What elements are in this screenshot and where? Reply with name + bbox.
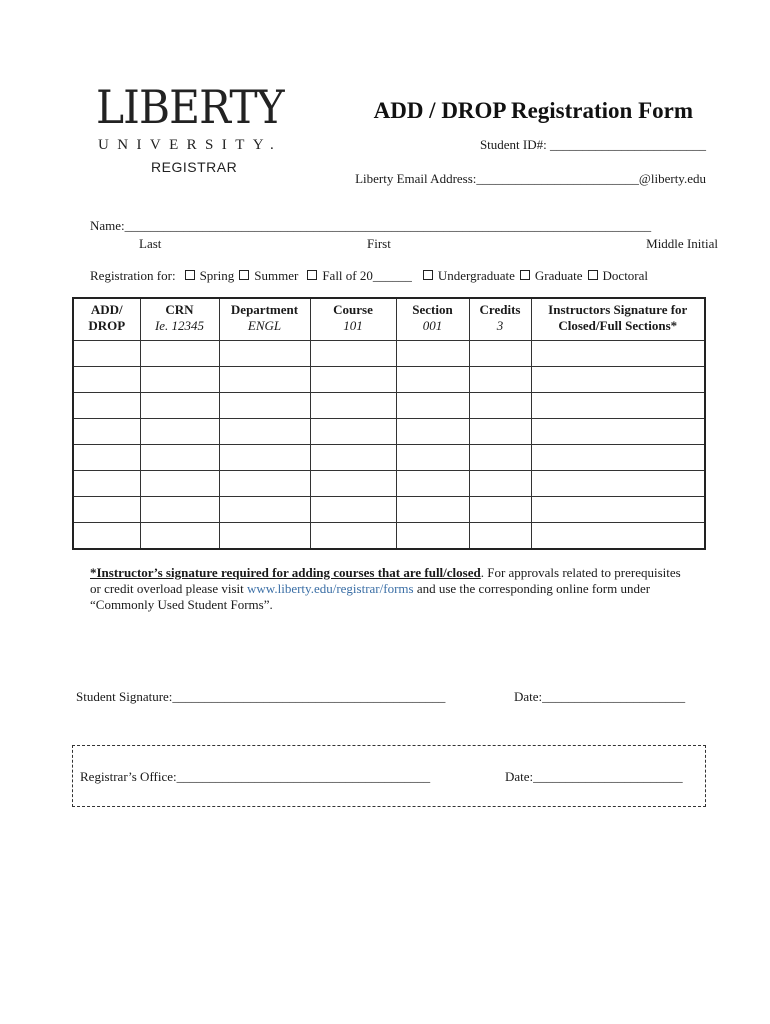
registrar-date-field[interactable]: Date:_______________________ [505, 769, 683, 784]
name-first-label: First [367, 236, 391, 251]
summer-label: Summer [254, 268, 299, 283]
table-cell[interactable] [219, 393, 310, 419]
graduate-label: Graduate [534, 268, 583, 283]
fall-checkbox[interactable] [307, 270, 317, 280]
fall-label: Fall of 20______ [322, 268, 412, 283]
instructor-note [90, 565, 690, 613]
table-cell[interactable] [310, 445, 396, 471]
undergraduate-checkbox[interactable] [423, 270, 433, 280]
table-cell[interactable] [531, 419, 705, 445]
table-row [73, 393, 705, 419]
table-cell[interactable] [73, 367, 140, 393]
student-id-field[interactable]: Student ID#: ________________________ [479, 137, 706, 152]
summer-checkbox[interactable] [239, 270, 249, 280]
table-row [73, 445, 705, 471]
table-cell[interactable] [469, 393, 531, 419]
table-cell[interactable] [469, 445, 531, 471]
liberty-logo-registrar: REGISTRAR [151, 159, 238, 175]
doctoral-checkbox[interactable] [588, 270, 598, 280]
registrar-office-field[interactable]: Registrar’s Office:_______________________________________ [80, 769, 431, 784]
table-cell[interactable] [219, 419, 310, 445]
graduate-checkbox[interactable] [520, 270, 530, 280]
col-course: Course 101 [310, 298, 396, 341]
note-text2: and use the corresponding online form under “Commonly Used Student Forms”. [90, 581, 651, 612]
registration-options [90, 268, 648, 284]
table-cell[interactable] [140, 341, 219, 367]
table-cell[interactable] [310, 471, 396, 497]
table-cell[interactable] [73, 445, 140, 471]
table-cell[interactable] [310, 341, 396, 367]
table-row [73, 419, 705, 445]
table-cell[interactable] [73, 497, 140, 523]
table-cell[interactable] [531, 393, 705, 419]
table-cell[interactable] [531, 445, 705, 471]
student-date-field[interactable]: Date:______________________ [514, 689, 686, 704]
table-cell[interactable] [219, 367, 310, 393]
table-cell[interactable] [140, 497, 219, 523]
student-signature-field[interactable]: Student Signature:__________________________________________ [76, 689, 446, 704]
table-cell[interactable] [73, 341, 140, 367]
forms-link[interactable]: www.liberty.edu/registrar/forms [247, 581, 414, 596]
table-cell[interactable] [469, 471, 531, 497]
col-credits: Credits 3 [469, 298, 531, 341]
table-cell[interactable] [73, 471, 140, 497]
table-cell[interactable] [469, 523, 531, 550]
form-title: ADD / DROP Registration Form [373, 98, 693, 123]
table-cell[interactable] [310, 497, 396, 523]
table-cell[interactable] [140, 471, 219, 497]
table-cell[interactable] [73, 419, 140, 445]
table-cell[interactable] [396, 471, 469, 497]
col-crn: CRN Ie. 12345 [140, 298, 219, 341]
table-row [73, 497, 705, 523]
note-text1: . For approvals related to prerequisites or credit overload please visit [90, 565, 681, 596]
spring-label: Spring [199, 268, 235, 283]
table-cell[interactable] [140, 445, 219, 471]
table-cell[interactable] [531, 367, 705, 393]
note-bold: *Instructor’s signature required for adding courses that are full/closed [90, 565, 481, 580]
col-instructor-signature: Instructors Signature for Closed/Full Sections* [531, 298, 705, 341]
liberty-logo-university: UNIVERSITY. [98, 137, 283, 153]
table-row [73, 367, 705, 393]
undergraduate-label: Undergraduate [437, 268, 515, 283]
name-last-label: Last [139, 236, 162, 251]
name-field[interactable]: Name:_________________________________________________________________________________ [90, 218, 652, 233]
table-cell[interactable] [310, 419, 396, 445]
table-cell[interactable] [469, 367, 531, 393]
registration-label: Registration for: [90, 268, 176, 283]
table-cell[interactable] [140, 393, 219, 419]
table-cell[interactable] [396, 393, 469, 419]
spring-checkbox[interactable] [185, 270, 195, 280]
table-cell[interactable] [396, 367, 469, 393]
table-row [73, 341, 705, 367]
table-cell[interactable] [310, 393, 396, 419]
col-add-drop: ADD/ DROP [73, 298, 140, 341]
email-field[interactable]: Liberty Email Address:_________________________@liberty.edu [355, 171, 706, 186]
table-cell[interactable] [531, 497, 705, 523]
table-cell[interactable] [469, 341, 531, 367]
table-cell[interactable] [73, 523, 140, 550]
table-cell[interactable] [531, 341, 705, 367]
name-middle-label: Middle Initial [646, 236, 718, 251]
table-cell[interactable] [140, 523, 219, 550]
table-header-row [73, 298, 705, 341]
course-table [72, 297, 706, 550]
table-cell[interactable] [531, 471, 705, 497]
table-cell[interactable] [219, 445, 310, 471]
table-cell[interactable] [219, 341, 310, 367]
table-cell[interactable] [219, 523, 310, 550]
table-cell[interactable] [219, 497, 310, 523]
table-cell[interactable] [310, 367, 396, 393]
table-row [73, 523, 705, 550]
col-department: Department ENGL [219, 298, 310, 341]
doctoral-label: Doctoral [602, 268, 649, 283]
table-cell[interactable] [140, 419, 219, 445]
table-cell[interactable] [396, 445, 469, 471]
table-cell[interactable] [396, 419, 469, 445]
col-section: Section 001 [396, 298, 469, 341]
table-row [73, 471, 705, 497]
table-cell[interactable] [396, 497, 469, 523]
table-cell[interactable] [531, 523, 705, 550]
table-cell[interactable] [310, 523, 396, 550]
liberty-logo: LIBERTY [96, 80, 284, 134]
table-cell[interactable] [469, 497, 531, 523]
table-cell[interactable] [469, 419, 531, 445]
table-cell[interactable] [396, 523, 469, 550]
table-cell[interactable] [219, 471, 310, 497]
table-cell[interactable] [73, 393, 140, 419]
table-cell[interactable] [140, 367, 219, 393]
table-cell[interactable] [396, 341, 469, 367]
